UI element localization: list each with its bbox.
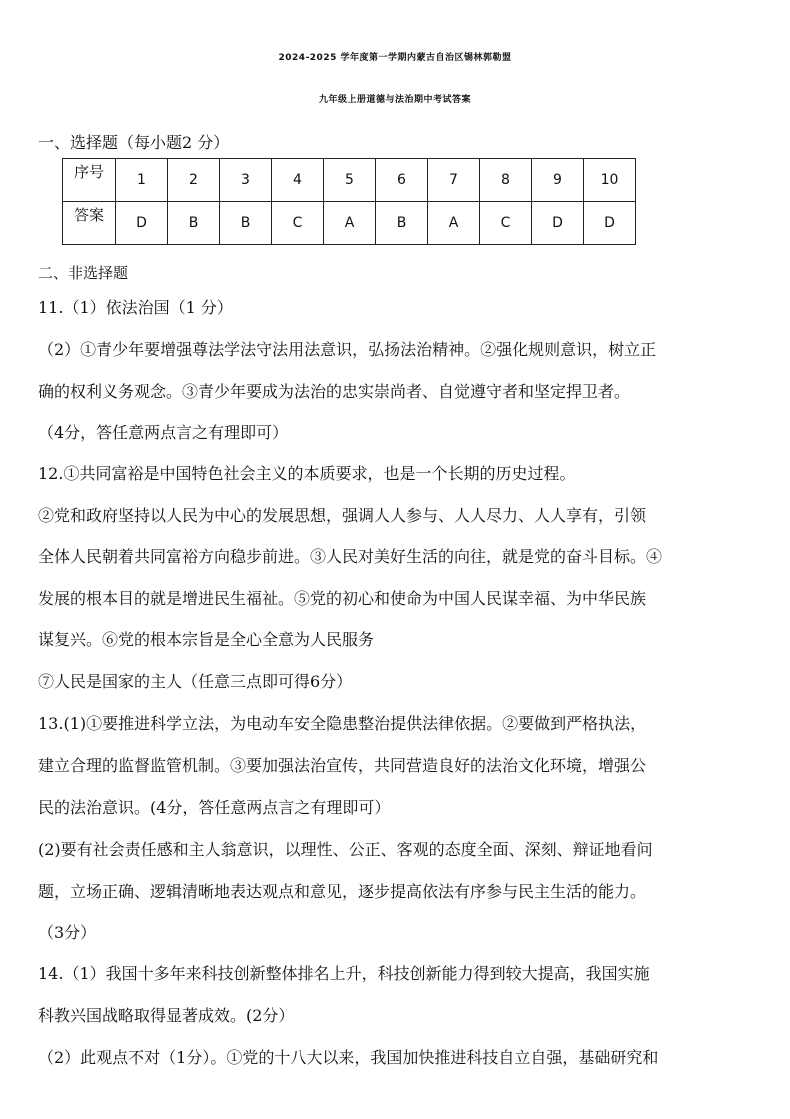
- answer-cell: A: [428, 202, 480, 245]
- answer-line: 建立合理的监督监管机制。③要加强法治宣传，共同营造良好的法治文化环境，增强公: [38, 756, 647, 775]
- answer-cell: B: [220, 202, 272, 245]
- answer-line: 题，立场正确、逻辑清晰地表达观点和意见，逐步提高依法有序参与民主生活的能力。: [38, 882, 647, 901]
- answer-cell: C: [480, 202, 532, 245]
- table-row-numbers: [63, 159, 636, 202]
- answer-line: (2)要有社会责任感和主人翁意识，以理性、公正、客观的态度全面、深刻、辩证地看问: [38, 840, 653, 859]
- answer-line: （4分，答任意两点言之有理即可）: [38, 423, 289, 442]
- answer-line: ②党和政府坚持以人民为中心的发展思想，强调人人参与、人人尽力、人人享有，引领: [38, 506, 647, 525]
- answer-line: 12.①共同富裕是中国特色社会主义的本质要求，也是一个长期的历史过程。: [38, 464, 576, 483]
- answer-cell: B: [168, 202, 220, 245]
- answer-line: 14.（1）我国十多年来科技创新整体排名上升，科技创新能力得到较大提高，我国实施: [38, 964, 650, 983]
- answer-line: 11.（1）依法治国（1 分）: [38, 298, 233, 317]
- answer-line: 确的权利义务观念。③青少年要成为法治的忠实崇尚者、自觉遵守者和坚定捍卫者。: [38, 382, 631, 401]
- answer-line: （2）此观点不对（1分）。①党的十八大以来，我国加快推进科技自立自强，基础研究和: [38, 1048, 659, 1067]
- question-number: 8: [480, 159, 532, 202]
- answer-line: 全体人民朝着共同富裕方向稳步前进。③人民对美好生活的向往，就是党的奋斗目标。④: [38, 547, 663, 566]
- answer-line: ⑦人民是国家的主人（任意三点即可得6分）: [38, 672, 353, 691]
- answer-cell: D: [532, 202, 584, 245]
- answer-line: （2）①青少年要增强尊法学法守法用法意识，弘扬法治精神。②强化规则意识，树立正: [38, 340, 657, 359]
- answer-cell: C: [272, 202, 324, 245]
- answer-line: 谋复兴。⑥党的根本宗旨是全心全意为人民服务: [38, 630, 375, 649]
- section-1-heading: 一、选择题（每小题2 分）: [38, 133, 230, 152]
- answer-cell: A: [324, 202, 376, 245]
- question-number: 4: [272, 159, 324, 202]
- answer-line: 发展的根本目的就是增进民生福祉。⑤党的初心和使命为中国人民谋幸福、为中华民族: [38, 589, 647, 608]
- question-number: 7: [428, 159, 480, 202]
- document-title-line-1: 2024-2025 学年度第一学期内蒙古自治区锡林郭勒盟: [278, 53, 512, 63]
- table-row-answers: [63, 202, 636, 245]
- question-number: 10: [584, 159, 636, 202]
- answer-line: （3分）: [38, 923, 97, 942]
- document-title-line-2: 九年级上册道德与法治期中考试答案: [318, 95, 471, 105]
- section-2-heading: 二、非选择题: [38, 264, 129, 282]
- answer-line: 民的法治意识。(4分，答任意两点言之有理即可）: [38, 798, 391, 817]
- answer-cell: D: [116, 202, 168, 245]
- answer-table: [62, 158, 636, 245]
- question-number: 5: [324, 159, 376, 202]
- answer-line: 13.(1)①要推进科学立法，为电动车安全隐患整治提供法律依据。②要做到严格执法，: [38, 714, 647, 733]
- answer-cell: D: [584, 202, 636, 245]
- question-number: 2: [168, 159, 220, 202]
- row-label-numbers: 序号: [63, 159, 116, 202]
- question-number: 6: [376, 159, 428, 202]
- answer-line: 科教兴国战略取得显著成效。(2分）: [38, 1006, 295, 1025]
- answer-cell: B: [376, 202, 428, 245]
- question-number: 1: [116, 159, 168, 202]
- row-label-answers: 答案: [63, 202, 116, 245]
- question-number: 3: [220, 159, 272, 202]
- question-number: 9: [532, 159, 584, 202]
